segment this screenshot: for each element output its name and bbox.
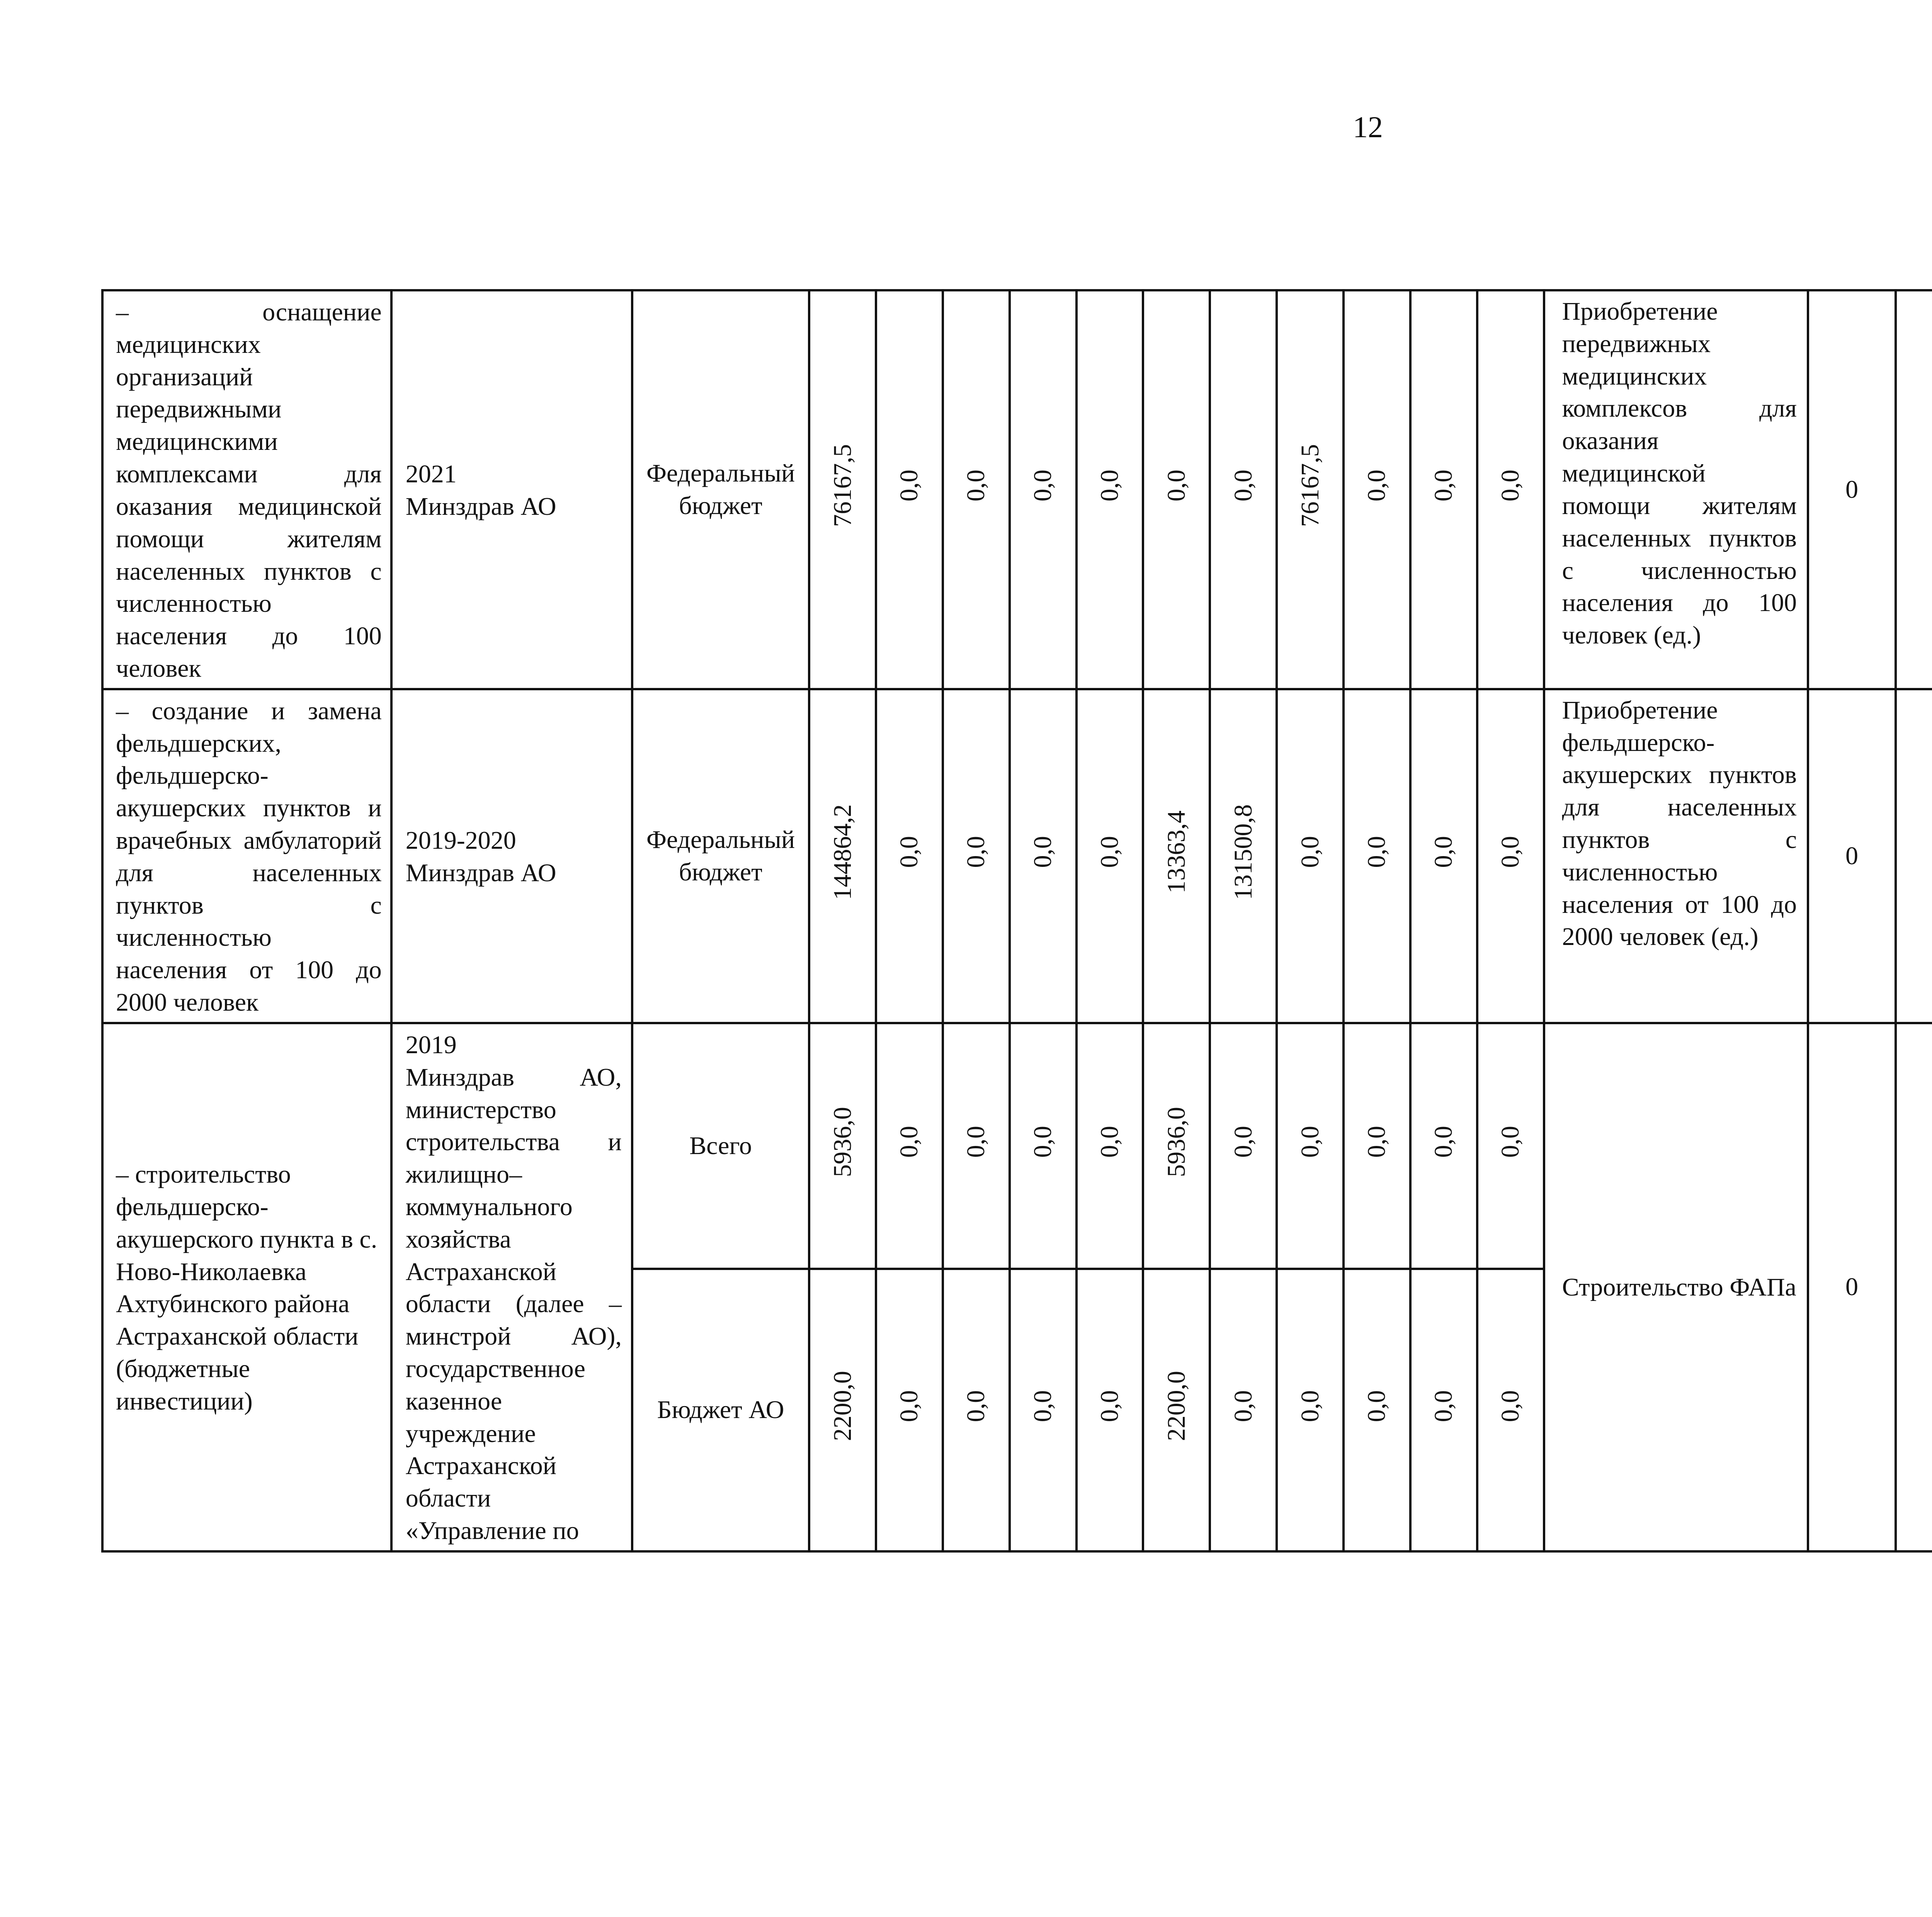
period-executor-cell	[391, 290, 632, 689]
amount-cell	[1344, 689, 1410, 1023]
amount-value: 0,0	[1095, 836, 1124, 868]
amount-value: 0,0	[1496, 836, 1525, 868]
amount-value: 0,0	[1362, 470, 1391, 502]
period: 2021	[405, 460, 457, 489]
indicator-value: 0	[1808, 689, 1896, 1023]
amount-value: 0,0	[1429, 836, 1458, 868]
amount-cell	[1143, 689, 1210, 1023]
amount-cell	[876, 1269, 943, 1551]
indicator-value: 0	[1808, 290, 1896, 689]
indicator-description: Приобретение фельдшерско-акушерских пунктов для населенных пунктов с численностью населения от 100 до 2000 человек (ед.)	[1544, 689, 1808, 1023]
funding-source: Федеральный бюджет	[632, 290, 809, 689]
executor: Минздрав АО	[405, 858, 556, 887]
amount-value: 76167,5	[828, 444, 857, 527]
period: 2019	[405, 1030, 457, 1059]
page-number: 12	[1353, 110, 1383, 144]
amount-value: 0,0	[1296, 836, 1324, 868]
amount-cell	[1210, 1269, 1277, 1551]
table-row	[102, 1023, 1932, 1269]
indicator-value: 0	[1808, 1023, 1896, 1551]
program-activities-table	[101, 289, 1932, 1553]
period: 2019-2020	[405, 826, 516, 855]
amount-value: 0,0	[1029, 470, 1057, 502]
amount-value: 0,0	[1162, 470, 1190, 502]
amount-value: 0,0	[1296, 1390, 1324, 1422]
funding-source: Бюджет АО	[632, 1269, 809, 1551]
activity-description: – строительство фельдшерско-акушерского пункта в с. Ново-Николаевка Ахтубинского района Астраханской области (бюджетные инвестиции)	[102, 1023, 391, 1551]
amount-value: 0,0	[962, 1126, 990, 1158]
amount-cell	[1210, 689, 1277, 1023]
amount-value: 0,0	[1095, 470, 1124, 502]
amount-value: 0,0	[895, 836, 923, 868]
amount-value: 13363,4	[1162, 810, 1190, 894]
amount-value: 76167,5	[1296, 444, 1324, 527]
amount-value: 0,0	[1029, 1390, 1057, 1422]
amount-value: 0,0	[895, 1390, 923, 1422]
table-row	[102, 290, 1932, 689]
amount-value: 0,0	[1429, 1126, 1458, 1158]
amount-cell	[1010, 1269, 1077, 1551]
indicator-value	[1896, 290, 1932, 689]
executor: Минздрав АО	[405, 492, 556, 521]
amount-cell	[1477, 1269, 1544, 1551]
amount-cell	[1410, 689, 1477, 1023]
amount-value: 0,0	[1029, 1126, 1057, 1158]
amount-cell	[943, 689, 1010, 1023]
amount-cell	[809, 689, 876, 1023]
amount-value: 0,0	[1362, 1390, 1391, 1422]
amount-cell	[1410, 290, 1477, 689]
amount-cell	[1010, 1023, 1077, 1269]
amount-cell	[1077, 290, 1143, 689]
amount-value: 0,0	[1429, 470, 1458, 502]
amount-value: 0,0	[1496, 1126, 1525, 1158]
amount-cell	[876, 290, 943, 689]
amount-cell	[1277, 290, 1344, 689]
funding-source: Федеральный бюджет	[632, 689, 809, 1023]
period-executor-cell	[391, 689, 632, 1023]
amount-value: 0,0	[1095, 1390, 1124, 1422]
indicator-description: Строительство ФАПа	[1544, 1023, 1808, 1551]
table-row	[102, 689, 1932, 1023]
amount-value: 0,0	[895, 1126, 923, 1158]
amount-cell	[1344, 290, 1410, 689]
amount-cell	[943, 1023, 1010, 1269]
amount-value: 5936,0	[828, 1107, 857, 1177]
amount-value: 0,0	[962, 1390, 990, 1422]
amount-cell	[1210, 1023, 1277, 1269]
amount-cell	[943, 290, 1010, 689]
amount-cell	[876, 1023, 943, 1269]
amount-cell	[1277, 1023, 1344, 1269]
amount-cell	[1010, 689, 1077, 1023]
amount-cell	[1143, 290, 1210, 689]
indicator-value	[1896, 1023, 1932, 1551]
amount-cell	[809, 1023, 876, 1269]
amount-cell	[1477, 290, 1544, 689]
amount-value: 0,0	[895, 470, 923, 502]
amount-cell	[1277, 689, 1344, 1023]
funding-source: Всего	[632, 1023, 809, 1269]
executor: Минздрав АО, министерство строительства и жилищно–коммунального хозяйства Астраханской области (далее – минстрой АО), государственное казенное учреждение Астраханской области «Управление по	[405, 1063, 622, 1545]
amount-value: 0,0	[1496, 1390, 1525, 1422]
amount-value: 0,0	[1029, 836, 1057, 868]
amount-cell	[1077, 1023, 1143, 1269]
amount-cell	[1143, 1269, 1210, 1551]
amount-value: 0,0	[1362, 836, 1391, 868]
amount-value: 0,0	[1095, 1126, 1124, 1158]
activity-description: – создание и замена фельдшерских, фельдшерско-акушерских пунктов и врачебных амбулаторий для населенных пунктов с численностью населения от 100 до 2000 человек	[102, 689, 391, 1023]
amount-value: 0,0	[1362, 1126, 1391, 1158]
amount-cell	[1010, 290, 1077, 689]
amount-cell	[1410, 1023, 1477, 1269]
amount-cell	[809, 290, 876, 689]
amount-value: 0,0	[1429, 1390, 1458, 1422]
amount-cell	[1477, 689, 1544, 1023]
amount-value: 2200,0	[1162, 1371, 1190, 1441]
amount-cell	[1077, 689, 1143, 1023]
amount-value: 131500,8	[1229, 804, 1257, 900]
amount-cell	[1077, 1269, 1143, 1551]
amount-cell	[1277, 1269, 1344, 1551]
period-executor-cell	[391, 1023, 632, 1551]
amount-value: 5936,0	[1162, 1107, 1190, 1177]
amount-cell	[1143, 1023, 1210, 1269]
amount-value: 0,0	[962, 836, 990, 868]
amount-cell	[1410, 1269, 1477, 1551]
amount-cell	[1344, 1023, 1410, 1269]
amount-cell	[876, 689, 943, 1023]
amount-value: 0,0	[962, 470, 990, 502]
amount-cell	[809, 1269, 876, 1551]
amount-value: 0,0	[1296, 1126, 1324, 1158]
amount-cell	[1477, 1023, 1544, 1269]
amount-value: 0,0	[1229, 1390, 1257, 1422]
amount-value: 0,0	[1496, 470, 1525, 502]
amount-cell	[943, 1269, 1010, 1551]
indicator-description: Приобретение передвижных медицинских комплексов для оказания медицинской помощи жителям населенных пунктов с численностью населения до 100 человек (ед.)	[1544, 290, 1808, 689]
amount-cell	[1210, 290, 1277, 689]
indicator-value	[1896, 689, 1932, 1023]
amount-value: 0,0	[1229, 470, 1257, 502]
activity-description: – оснащение медицинских организаций передвижными медицинскими комплексами для оказания медицинской помощи жителям населенных пунктов с численностью населения до 100 человек	[102, 290, 391, 689]
amount-cell	[1344, 1269, 1410, 1551]
amount-value: 0,0	[1229, 1126, 1257, 1158]
amount-value: 144864,2	[828, 804, 857, 900]
amount-value: 2200,0	[828, 1371, 857, 1441]
